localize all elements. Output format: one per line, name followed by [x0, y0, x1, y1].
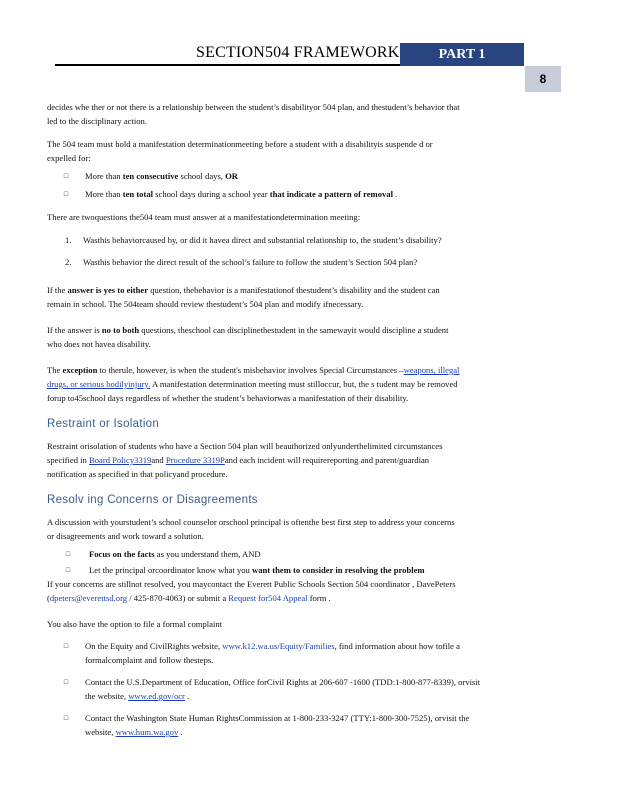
list-item: □ On the Equity and CivilRights website, www.k12.wa.us/Equity/Families, find information about how tofile a formalcomplaint and follow thesteps. [47, 639, 562, 667]
questions-intro: There are twoquestions the504 team must answer at a manifestationdetermination meeting: [47, 212, 361, 222]
answer-yes-paragraph: If the answer is yes to either question, thebehavior is a manifestationof thestudent’s disability and the student can remain in school. The 504team should review thestudent’s 504 plan and modify ifnecessary. [47, 285, 440, 309]
exception-paragraph: The exception to therule, however, is when the student's misbehavior involves Special Circumstances –weapons, illegal drugs, or serious bodilyinjury. A manifestation determination meeting must stilloccur, but, the s tudent may be removed forup to45school days regardless of whether the student’s behaviorwas a manifestation of their disability. [47, 365, 460, 403]
list-item: □ Focus on the facts as you understand them, AND [47, 547, 562, 561]
list-item: □ More than ten consecutive school days, OR [47, 169, 562, 183]
email-link[interactable]: dpeters@everettsd.org [49, 593, 128, 603]
list-item: □ Let the principal orcoordinator know what you want them to consider in resolving the problem [47, 563, 562, 577]
page-header [0, 0, 618, 100]
intro-line: decides whe ther or not there is a relationship between the student’s disabilityor 504 plan, and thestudent’s behavior that [47, 102, 460, 112]
board-policy-link[interactable]: Board Policy3319 [89, 455, 152, 465]
coordinator-paragraph: If your concerns are stillnot resolved, you maycontact the Everett Public Schools Section 504 coordinator , DavePeters (dpeters@everettsd.org / 425-870-4063) or submit a Request for504 Appeal form . [47, 579, 456, 603]
concerns-heading: Resolv ing Concerns or Disagreements [47, 494, 258, 506]
list-item: □ More than ten total school days during a school year that indicate a pattern of removal . [47, 187, 562, 201]
intro-paragraph [47, 100, 562, 128]
header-rule [55, 64, 400, 66]
numbered-item: 1. Wasthis behaviorcaused by, or did it havea direct and substantial relationship to, the student’s disability? [65, 235, 442, 245]
intro-line: led to the disciplinary action. [47, 116, 147, 126]
manifestation-line: The 504 team must hold a manifestation determinationmeeting before a student with a disabilityis suspende d or [47, 139, 433, 149]
ocr-website-link[interactable]: www.ed.gov/ocr [128, 691, 185, 701]
equity-website-link[interactable]: www.k12.wa.us/Equity/Families [222, 641, 335, 651]
bullet-icon: □ [63, 190, 69, 198]
part-label: PART 1 [400, 43, 524, 66]
answer-no-paragraph: If the answer is no to both questions, theschool can disciplinethestudent in the samewayit would discipline a student who does not havea disability. [47, 325, 449, 349]
complaint-intro: You also have the option to file a formal complaint [47, 619, 223, 629]
bullet-icon: □ [63, 172, 69, 180]
list-item: □ Contact the U.S.Department of Education, Office forCivil Rights at 206-607 -1600 (TDD:1-800-877-8339), orvisit the website, www.ed.gov/ocr . [47, 675, 562, 703]
bullet-icon: □ [63, 678, 69, 686]
special-circumstances-link[interactable]: weapons, illegal [403, 365, 460, 375]
appeal-form-link[interactable]: Request for504 Appeal [228, 593, 308, 603]
restraint-heading: Restraint or Isolation [47, 418, 160, 430]
manifestation-line: expelled for: [47, 153, 91, 163]
special-circumstances-link[interactable]: drugs, or serious bodilyinjury. [47, 379, 151, 389]
hum-website-link[interactable]: www.hum.wa.gov [115, 727, 179, 737]
section-title: SECTION504 FRAMEWORK [196, 44, 400, 61]
page-number: 8 [525, 66, 561, 92]
bullet-icon: □ [63, 642, 69, 650]
numbered-item: 2. Wasthis behavior the direct result of the school’s failure to follow the student’s Section 504 plan? [65, 257, 418, 267]
procedure-link[interactable]: Procedure 3319P [165, 455, 225, 465]
list-item: □ Contact the Washington State Human RightsCommission at 1-800-233-3247 (TTY:1-800-300-7525), orvisit the website, www.hum.wa.gov . [47, 711, 562, 739]
concerns-paragraph: A discussion with yourstudent’s school counselor orschool principal is oftenthe best first step to address your concerns or disagreements and work toward a solution. [47, 517, 455, 541]
manifestation-paragraph [47, 137, 562, 165]
restraint-paragraph: Restraint orisolation of students who have a Section 504 plan will beauthorized onlyunderthelimited circumstances specified in Board Policy3319and Procedure 3319Pand each incident will requirereporting and parent/guardian notification as specified in that policyand procedure. [47, 441, 443, 479]
bullet-icon: □ [65, 566, 71, 574]
page-content [47, 100, 562, 743]
bullet-icon: □ [65, 550, 71, 558]
bullet-icon: □ [63, 714, 69, 722]
